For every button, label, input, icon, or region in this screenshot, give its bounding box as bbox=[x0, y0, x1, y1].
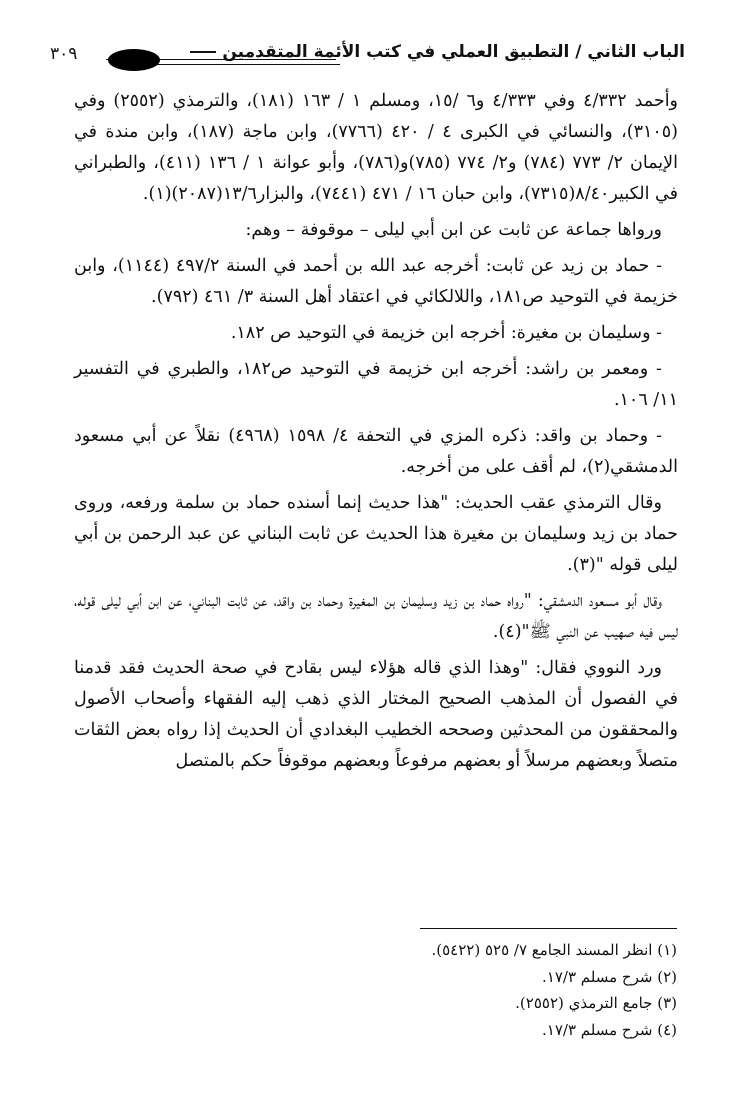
header-ornament-icon bbox=[108, 49, 160, 71]
header-rule-secondary bbox=[150, 64, 340, 65]
list-item-sulayman: - وسليمان بن مغيرة: أخرجه ابن خزيمة في التوحيد ص ١٨٢. bbox=[230, 323, 662, 343]
running-header bbox=[50, 40, 685, 88]
list-item-hammad-waqid: - وحماد بن واقد: ذكره المزي في التحفة ٤/ ١٥٩٨ (٤٩٦٨) نقلاً عن أبي مسعود الدمشقي(٢)، لم أقف على من أخرجه. bbox=[74, 426, 678, 477]
footnote-separator bbox=[420, 928, 677, 929]
main-text bbox=[74, 86, 678, 782]
paragraph-intro-mawquf: ورواها جماعة عن ثابت عن ابن أبي ليلى – موقوفة – وهم: bbox=[245, 220, 662, 240]
paragraph-abu-masud: وقال أبو مسعود الدمشقي: "رواه حماد بن زيد وسليمان بن المغيرة وحماد بن واقد، عن ثابت البناني، عن ابن أبي ليلى قوله، ليس فيه صهيب عن النبي ﷺ"(٤). bbox=[74, 591, 678, 642]
header-dash bbox=[190, 51, 216, 53]
paragraph-citations: وأحمد ٤/٣٣٢ وفي ٤/٣٣٣ و٦ /١٥، ومسلم ١ / ١٦٣ (١٨١)، والترمذي (٢٥٥٢) وفي (٣١٠٥)، والنسائي في الكبرى ٤ / ٤٢٠ (٧٧٦٦)، وابن ماجة (١٨٧)، وابن مندة في الإيمان ٢/ ٧٧٣ (٧٨٤) و٢/ ٧٧٤ (٧٨٥)و(٧٨٦)، وأبو عوانة ١ / ١٣٦ (٤١١)، والطبراني في الكبير٨/٤٠(٧٣١٥)، وابن حبان ١٦ / ٤٧١ (٧٤٤١)، والبزار١٣/٦(٢٠٨٧)(١). bbox=[74, 91, 679, 204]
header-title-text: الباب الثاني / التطبيق العملي في كتب الأئمة المتقدمين bbox=[222, 42, 685, 62]
paragraph-nawawi: ورد النووي فقال: "وهذا الذي قاله هؤلاء ليس بقادح في صحة الحديث فقد قدمنا في الفصول أن المذهب الصحيح المختار الذي ذهب إليه الفقهاء وأصحاب الأصول والمحققون من المحدثين وصححه الخطيب البغدادي أن الحديث إذا رواه بعض الثقات متصلاً وبعضهم مرسلاً أو بعضهم مرفوعاً وبعضهم موقوفاً حكم بالمتصل bbox=[74, 658, 678, 771]
footnotes bbox=[73, 937, 677, 1043]
footnote-3: (٣) جامع الترمذي (٢٥٥٢). bbox=[515, 994, 677, 1012]
footnote-1: (١) انظر المسند الجامع ٧/ ٥٢٥ (٥٤٢٢). bbox=[431, 941, 677, 959]
page-number: ٣٠٩ bbox=[50, 44, 78, 64]
paragraph-tirmidhi: وقال الترمذي عقب الحديث: "هذا حديث إنما أسنده حماد بن سلمة ورفعه، وروى حماد بن زيد وسليمان بن مغيرة هذا الحديث عن ثابت البناني عن عبد الرحمن بن أبي ليلى قوله "(٣). bbox=[74, 493, 678, 575]
footnote-2: (٢) شرح مسلم ١٧/٣. bbox=[542, 967, 677, 986]
list-item-mamar: - ومعمر بن راشد: أخرجه ابن خزيمة في التوحيد ص١٨٢، والطبري في التفسير ١١/ ١٠٦. bbox=[74, 359, 678, 410]
footnote-4: (٤) شرح مسلم ١٧/٣. bbox=[542, 1020, 677, 1039]
list-item-hammad-zayd: - حماد بن زيد عن ثابت: أخرجه عبد الله بن أحمد في السنة ٤٩٧/٢ (١١٤٤)، وابن خزيمة في التوحيد ص١٨١، واللالكائي في اعتقاد أهل السنة ٣/ ٤٦١ (٧٩٢). bbox=[74, 256, 678, 307]
